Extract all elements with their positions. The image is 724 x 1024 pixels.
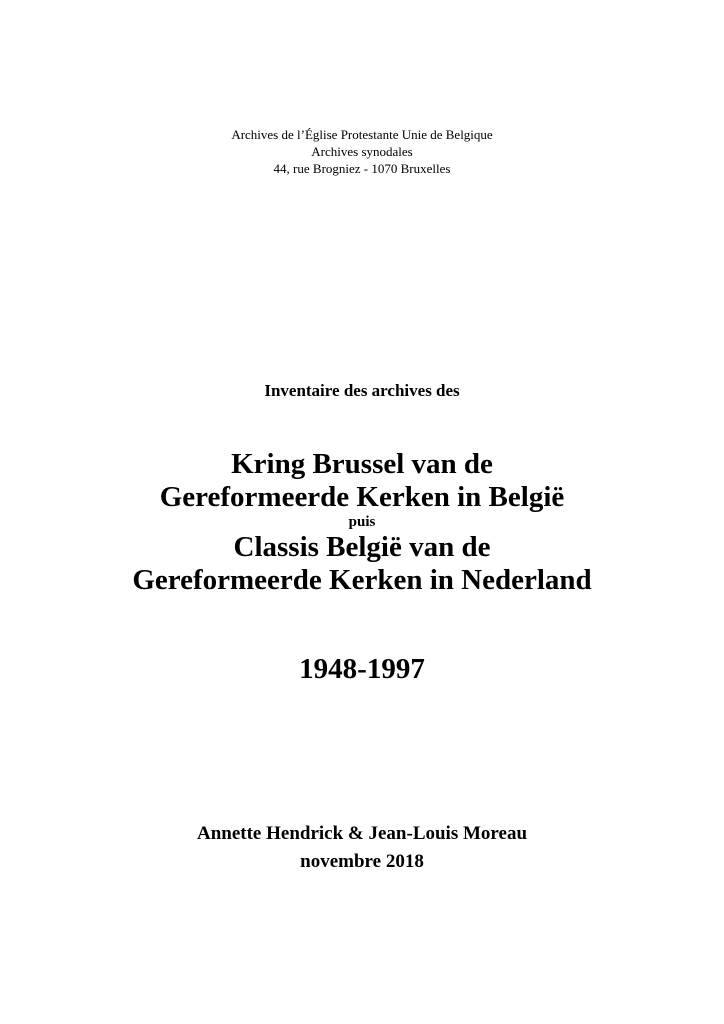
title-line-1: Kring Brussel van de (231, 448, 493, 480)
inventory-intro: Inventaire des archives des (264, 381, 460, 400)
title-line-4: Gereformeerde Kerken in Nederland (132, 564, 592, 596)
title-line-3: Classis België van de (233, 531, 491, 563)
title-line-2: Gereformeerde Kerken in België (159, 481, 565, 513)
authors: Annette Hendrick & Jean-Louis Moreau (196, 823, 528, 844)
author-block (0, 820, 724, 876)
header-department: Archives synodales (311, 144, 413, 159)
publication-date: novembre 2018 (300, 851, 424, 872)
date-range: 1948-1997 (299, 653, 425, 685)
document-title (0, 448, 724, 597)
title-connector: puis (348, 514, 376, 530)
archive-header (0, 126, 724, 177)
header-institution: Archives de l’Église Protestante Unie de Belgique (231, 127, 493, 142)
header-address: 44, rue Brogniez - 1070 Bruxelles (273, 161, 451, 176)
